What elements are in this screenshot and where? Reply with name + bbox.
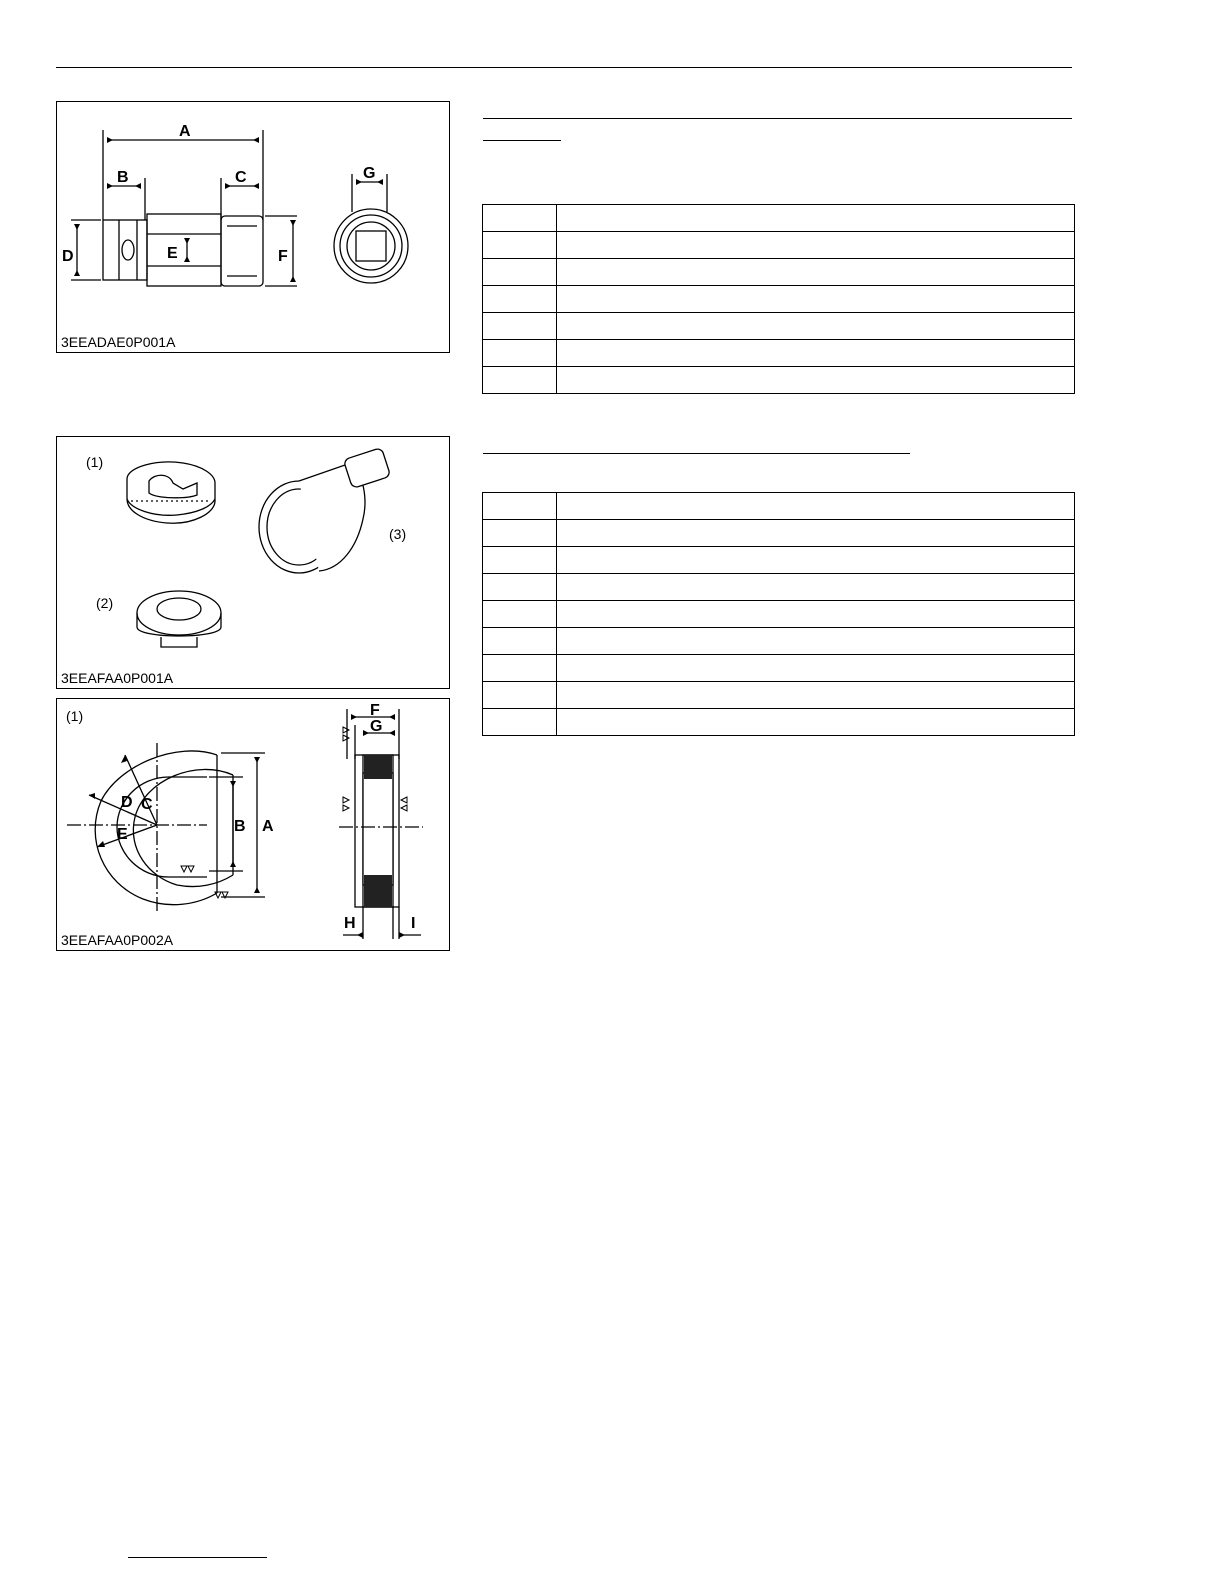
table-cell-label (483, 340, 557, 367)
figure-caption: 3EEAFAA0P001A (61, 670, 174, 686)
figure-caption: 3EEADAE0P001A (61, 334, 176, 350)
spec-table-1 (482, 204, 1075, 394)
table-row (483, 628, 1075, 655)
table-cell-label (483, 709, 557, 736)
table-row (483, 205, 1075, 232)
section-rule-1 (483, 118, 1072, 119)
tools-drawing (57, 437, 451, 690)
dim-C: C (235, 169, 247, 186)
table-cell-label (483, 628, 557, 655)
table-cell-value (557, 232, 1075, 259)
socket-drawing (57, 102, 451, 354)
table-cell-value (557, 655, 1075, 682)
table-cell-label (483, 205, 557, 232)
table-cell-label (483, 259, 557, 286)
part-label-1: (1) (86, 454, 104, 470)
table-cell-label (483, 574, 557, 601)
dim-B: B (117, 169, 129, 186)
table-cell-label (483, 520, 557, 547)
figure-caption: 3EEAFAA0P002A (61, 932, 174, 948)
table-row (483, 313, 1075, 340)
table-cell-label (483, 547, 557, 574)
section-heading-underline-1 (483, 140, 561, 141)
table-row (483, 574, 1075, 601)
spec-table-2 (482, 492, 1075, 736)
dim-G: G (363, 165, 376, 182)
table-cell-value (557, 205, 1075, 232)
table-cell-label (483, 367, 557, 394)
table-cell-label (483, 682, 557, 709)
table-row (483, 655, 1075, 682)
dim-F: F (370, 702, 380, 719)
table-row (483, 520, 1075, 547)
dim-A: A (179, 123, 191, 140)
table-cell-label (483, 232, 557, 259)
dim-D: D (62, 248, 74, 265)
table-row (483, 709, 1075, 736)
table-cell-value (557, 547, 1075, 574)
table-cell-label (483, 286, 557, 313)
footer-rule (128, 1557, 267, 1558)
dim-E: E (167, 245, 178, 262)
table-row (483, 259, 1075, 286)
table-cell-value (557, 313, 1075, 340)
table-row (483, 493, 1075, 520)
figure-tools (56, 436, 450, 689)
part-label-1: (1) (66, 708, 84, 724)
table-cell-label (483, 493, 557, 520)
table-cell-label (483, 601, 557, 628)
table-cell-value (557, 682, 1075, 709)
section-heading-underline-2 (483, 453, 910, 454)
table-row (483, 601, 1075, 628)
table-cell-value (557, 601, 1075, 628)
table-cell-label (483, 655, 557, 682)
dim-D: D (121, 794, 133, 811)
dim-G: G (370, 718, 383, 735)
table-row (483, 682, 1075, 709)
table-cell-value (557, 628, 1075, 655)
dim-F: F (278, 248, 288, 265)
figure-collar (56, 698, 450, 951)
dim-E: E (117, 826, 128, 843)
table-row (483, 286, 1075, 313)
dim-H: H (344, 915, 356, 932)
table-cell-value (557, 286, 1075, 313)
figure-socket (56, 101, 450, 353)
part-label-2: (2) (96, 595, 114, 611)
dim-A: A (262, 818, 274, 835)
table-cell-value (557, 367, 1075, 394)
table-cell-value (557, 574, 1075, 601)
table-row (483, 340, 1075, 367)
table-cell-value (557, 493, 1075, 520)
collar-drawing (57, 699, 451, 952)
dim-I: I (411, 915, 416, 932)
table-cell-value (557, 259, 1075, 286)
part-label-3: (3) (389, 526, 407, 542)
table-cell-label (483, 313, 557, 340)
table-cell-value (557, 709, 1075, 736)
table-cell-value (557, 340, 1075, 367)
header-rule (56, 67, 1072, 68)
dim-C: C (141, 796, 153, 813)
dim-B: B (234, 818, 246, 835)
table-row (483, 367, 1075, 394)
table-row (483, 547, 1075, 574)
table-row (483, 232, 1075, 259)
table-cell-value (557, 520, 1075, 547)
